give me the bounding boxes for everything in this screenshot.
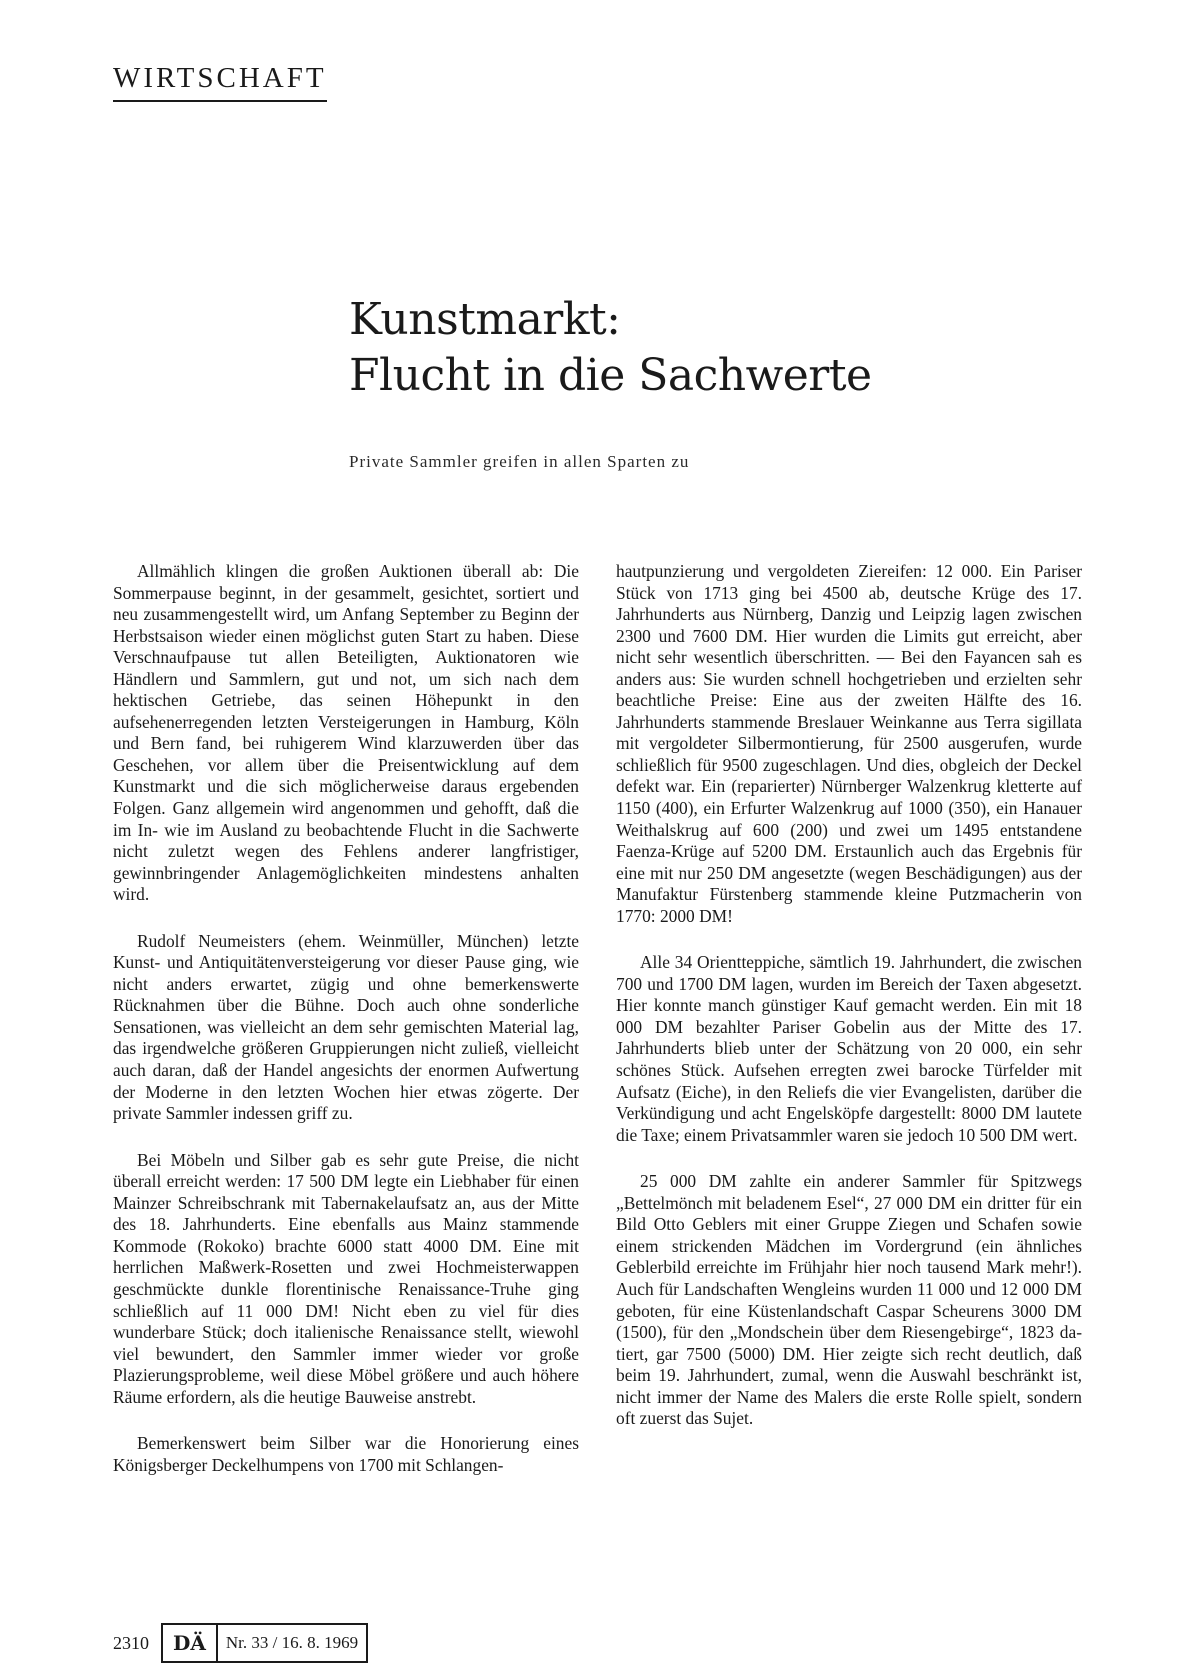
page-footer [113, 1624, 368, 1662]
journal-masthead [161, 1623, 368, 1663]
page-number: 2310 [113, 1632, 149, 1653]
article-headline [349, 292, 872, 404]
paragraph: Alle 34 Orientteppiche, sämtlich 19. Jahrhundert, die zwischen 700 und 1700 DM lagen, wurden im Bereich der Taxen abgesetzt. Hier konnte manch günstiger Kauf gemacht werden. Ein mit 18 000 DM bezahlter Pariser Gobelin aus der Mitte des 17. Jahrhunderts blieb unter der Schätzung von 20 000, ein sehr schönes Stück. Aufsehen erregten zwei barocke Türfelder mit Aufsatz (Eiche), in den Reliefs die vier Evangelisten, darüber die Verkündigung und acht Engelsköpfe dargestellt: 8000 DM lautete die Taxe; einem Privatsammler waren sie jedoch 10 500 DM wert. [616, 952, 1082, 1145]
paragraph: Allmählich klingen die großen Auktionen überall ab: Die Sommerpause beginnt, in der gesammelt, gesichtet, sortiert und neu zusammengestellt wird, um Anfang September zu Beginn der Herbstsaison wieder einen möglichst guten Start zu haben. Diese Verschnaufpause tut allen Beteiligten, Auktionatoren wie Händlern und Sammlern, gut und not, um sich nach dem hektischen Getriebe, das seinen Höhepunkt in den aufsehenerregenden letzten Versteigerungen in Hamburg, Köln und Bern fand, bei ruhigerem Wind klarzuwerden über das Geschehen, vor allem über die Preisentwicklung auf dem Kunstmarkt und die sich möglicherweise daraus ergebenden Folgen. Ganz allgemein wird angenommen und gehofft, daß die im In- wie im Ausland zu beobachtende Flucht in die Sachwerte nicht zuletzt wegen des Fehlens anderer langfristiger, gewinnbringender Anlagemöglichkeiten mindestens anhalten wird. [113, 561, 579, 905]
journal-logo: DÄ [163, 1625, 218, 1661]
article-column-left [113, 561, 579, 1476]
headline-line-2: Flucht in die Sachwerte [349, 350, 872, 401]
issue-info: Nr. 33 / 16. 8. 1969 [225, 1633, 359, 1652]
paragraph: 25 000 DM zahlte ein anderer Sammler für Spitzwegs „Bettelmönch mit beladenem Esel“, 27 000 DM ein dritter für ein Bild Otto Geblers mit einer Gruppe Ziegen und Schafen sowie einem strickenden Mädchen im Vordergrund (ein ähnliches Geblerbild erreichte im Frühjahr hier noch tausend Mark mehr!). Auch für Landschaften Wengleins wurden 11 000 und 12 000 DM geboten, für eine Küstenlandschaft Caspar Scheurens 3000 DM (1500), für den „Mondschein über dem Riesengebirge“, 1823 datiert, gar 7500 (5000) DM. Hier zeigte sich recht deutlich, daß beim 19. Jahrhundert, zumal, wenn die Auswahl beschränkt ist, nicht immer der Name des Malers die erste Rolle spielt, sondern oft zuerst das Sujet. [616, 1171, 1082, 1429]
article-column-right [616, 561, 1082, 1430]
article-subheadline: Private Sammler greifen in allen Sparten zu [349, 452, 690, 471]
paragraph: Bemerkenswert beim Silber war die Honorierung eines Königsberger Deckelhumpens von 1700 mit Schlangen- [113, 1433, 579, 1475]
headline-line-1: Kunstmarkt: [349, 294, 621, 345]
paragraph: Bei Möbeln und Silber gab es sehr gute Preise, die nicht überall erreicht werden: 17 500 DM legte ein Liebhaber für einen Mainzer Schreibschrank mit Tabernakelaufsatz an, aus der Mitte des 18. Jahrhunderts. Eine ebenfalls aus Mainz stammende Kommode (Rokoko) brachte 6000 statt 4000 DM. Eine mit herrlichen Maßwerk-Rosetten und zwei Hochmeisterwappen geschmückte dunkle florentinische Renaissance-Truhe ging schließlich auf 11 000 DM! Nicht eben zu viel für dies wunderbare Stück; doch italienische Renaissance stellt, wiewohl viel bewundert, den Sammler immer wieder vor große Plazierungsprobleme, weil diese Möbel größere und auch höhere Räume erfordern, als die heutige Bauweise anstrebt. [113, 1149, 579, 1407]
section-label: WIRTSCHAFT [113, 64, 327, 102]
paragraph-continued: hautpunzierung und vergoldeten Ziereifen: 12 000. Ein Pariser Stück von 1713 ging bei 4500 ab, deutsche Krüge des 17. Jahrhunderts aus Nürnberg, Danzig und Leipzig lagen zwischen 2300 und 7600 DM. Hier wurden die Limits gut erreicht, aber nicht sehr wesentlich überschritten. — Bei den Fayancen sah es anders aus: Sie wurden schnell hochgetrieben und erzielten sehr beachtliche Preise: Eine aus der zweiten Hälfte des 16. Jahrhunderts stammende Breslauer Weinkanne aus Terra sigillata mit vergoldeter Silbermontierung, für 2500 ausgerufen, wurde schließlich für 9500 zugeschlagen. Und dies, obgleich der Deckel defekt war. Ein (reparierter) Nürnberger Walzenkrug kletterte auf 1150 (400), ein Erfurter Walzenkrug auf 1000 (350), ein Hanauer Weithalskrug auf 600 (200) und zwei um 1495 entstandene Faenza-Krüge auf 5200 DM. Erstaunlich auch das Ergebnis für eine mit nur 250 DM angesetzte (wegen Beschädigungen) aus der Manufaktur Fürstenberg stammende kleine Putzmacherin von 1770: 2000 DM! [616, 561, 1082, 926]
paragraph: Rudolf Neumeisters (ehem. Weinmüller, München) letzte Kunst- und Antiquitätenversteigerung vor dieser Pause ging, wie nicht anders erwartet, zügig und ohne bemerkenswerte Rücknahmen über die Bühne. Doch auch ohne sonderliche Sensationen, was vielleicht an dem sehr gemischten Material lag, das irgendwelche größeren Gruppierungen nicht zuließ, vielleicht auch daran, daß der Handel angesichts der enormen Aufwertung der Moderne in den letzten Wochen hier etwas zögerte. Der private Sammler indessen griff zu. [113, 930, 579, 1124]
